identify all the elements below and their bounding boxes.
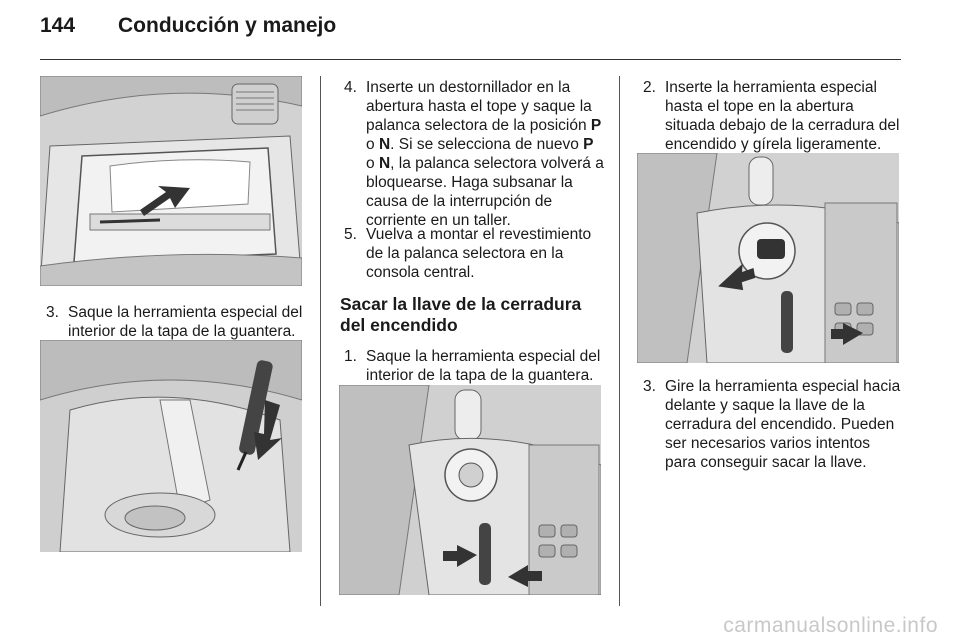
column-divider-2 [619,76,620,606]
step-number: 5. [344,226,357,243]
step-number: 4. [344,79,357,96]
page-number: 144 [40,14,76,37]
ignition-insert-figure [637,153,899,363]
section-heading: Sacar la llave de la cerradura del encendido [340,294,582,335]
page-header [40,14,336,50]
step-text: Saque la herramienta especial del interior de la tapa de la guantera. [68,304,303,340]
column-divider-1 [320,76,321,606]
step-text: Inserte un destornillador en la abertura hasta el tope y saque la palanca selectora de la posición P o N. Si se selecciona de nuevo P o N, la palanca selectora volverá a bloquearse. Haga subsanar la causa de la interrupción de corriente en un taller. [366,79,604,229]
tool-figure [40,340,302,552]
step-number: 1. [344,348,357,365]
step-text: Vuelva a montar el revestimiento de la palanca selectora en la consola central. [366,226,592,281]
ignition-tool-figure [339,385,601,595]
page-title: Conducción y manejo [118,14,337,37]
glovebox-figure [40,76,302,286]
step-number: 3. [46,304,59,321]
position-p: P [590,117,602,134]
position-p: P [583,136,594,153]
step-3-col3 [643,377,905,472]
step-text: Inserte la herramienta especial hasta el tope en la abertura situada debajo de la cerradura del encendido y gírela ligeramente. [665,79,900,153]
step-5-col2 [344,225,606,282]
position-n: N [378,155,391,172]
step-text: Gire la herramienta especial hacia delante y saque la llave de la cerradura del encendido. Pueden ser necesarios varios intentos para conseguir sacar la llave. [665,378,901,471]
header-rule [40,59,901,60]
position-n: N [378,136,391,153]
step-2-col3 [643,78,905,154]
step-number: 3. [643,378,656,395]
step-3-col1 [46,303,306,341]
step-1-col2 [344,347,606,385]
watermark: carmanualsonline.info [723,614,938,637]
step-text: Saque la herramienta especial del interior de la tapa de la guantera. [366,348,601,384]
step-4-col2 [344,78,606,230]
step-number: 2. [643,79,656,96]
